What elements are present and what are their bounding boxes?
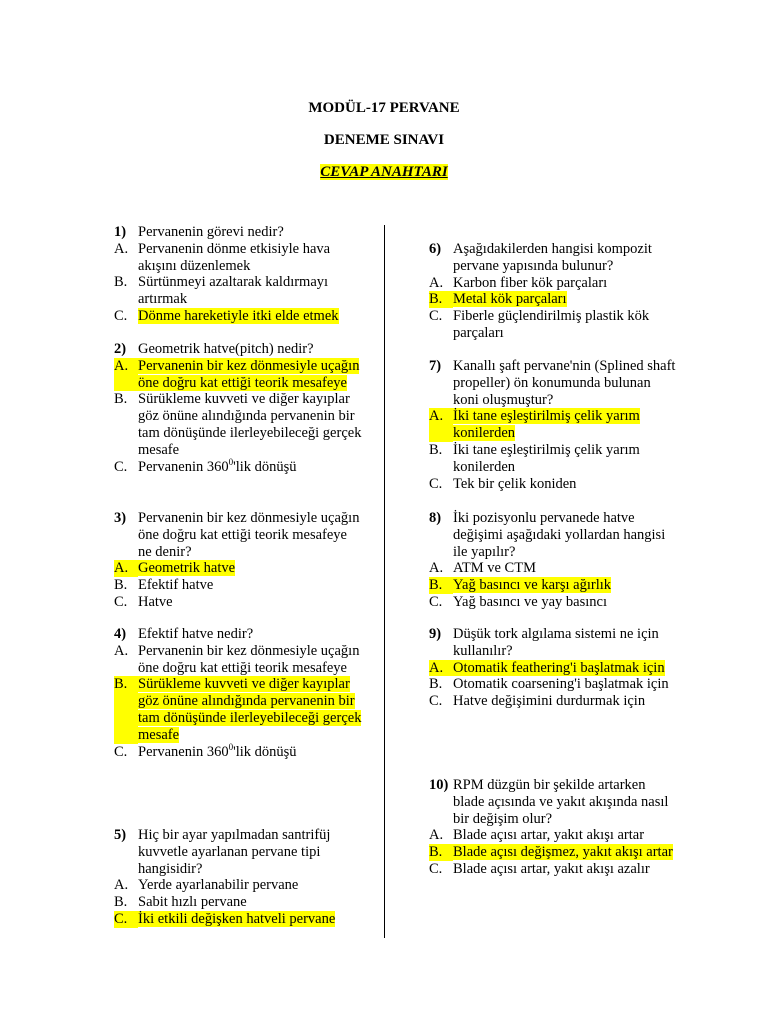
question-number: 1) xyxy=(114,224,127,240)
question-number: 7) xyxy=(429,358,442,374)
option-a: A. ATM ve CTM xyxy=(429,560,536,577)
question-5 xyxy=(114,827,364,928)
option-b: B. Sürükleme kuvveti ve diğer kayıplar göz önüne alındığında pervanenin bir tam dönüşünde ilerleyebileceği gerçek mesafe xyxy=(114,391,362,458)
option-a: A. Pervanenin dönme etkisiyle hava akışını düzenlemek xyxy=(114,240,331,274)
question-4 xyxy=(114,626,364,760)
option-b-correct: B. Blade açısı değişmez, yakıt akışı artar xyxy=(429,844,673,861)
question-text: İki pozisyonlu pervanede hatve değişimi aşağıdaki yollardan hangisi ile yapılır? xyxy=(453,510,666,560)
question-text: RPM düzgün bir şekilde artarken blade açısında ve yakıt akışında nasıl bir değişim olur? xyxy=(453,777,669,827)
option-a: A. Pervanenin bir kez dönmesiyle uçağın öne doğru kat ettiği teorik mesafeye xyxy=(114,642,360,676)
question-3 xyxy=(114,510,364,611)
question-text: Hiç bir ayar yapılmadan santrifüj kuvvetle ayarlanan pervane tipi hangisidir? xyxy=(138,827,331,877)
option-c: C. Tek bir çelik koniden xyxy=(429,475,577,492)
option-b-correct: B. Sürükleme kuvveti ve diğer kayıplar göz önüne alındığında pervanenin bir tam dönüşünde ilerleyebileceği gerçek mesafe xyxy=(114,676,362,743)
question-number: 10) xyxy=(429,777,449,793)
question-text: Düşük tork algılama sistemi ne için kullanılır? xyxy=(453,626,659,659)
answer-key-heading: CEVAP ANAHTARI xyxy=(320,164,448,180)
option-b: B. İki tane eşleştirilmiş çelik yarım konilerden xyxy=(429,441,640,475)
question-text: Pervanenin görevi nedir? xyxy=(138,224,284,240)
option-b: B. Sürtünmeyi azaltarak kaldırmayı artırmak xyxy=(114,274,329,308)
option-a-correct: A. Pervanenin bir kez dönmesiyle uçağın öne doğru kat ettiği teorik mesafeye xyxy=(114,357,360,391)
question-number: 9) xyxy=(429,626,442,642)
question-number: 8) xyxy=(429,510,442,526)
question-2 xyxy=(114,341,364,475)
option-c: C. Pervanenin $360^0'lik$ dönüşü xyxy=(114,741,297,760)
question-6 xyxy=(429,241,679,342)
question-number: 6) xyxy=(429,241,442,257)
question-text: Efektif hatve nedir? xyxy=(138,626,254,642)
question-number: 2) xyxy=(114,341,127,357)
option-b-correct: B. Yağ basıncı ve karşı ağırlık xyxy=(429,577,611,594)
option-b: B. Sabit hızlı pervane xyxy=(114,894,247,911)
question-text: Geometrik hatve(pitch) nedir? xyxy=(138,341,314,357)
question-text: Aşağıdakilerden hangisi kompozit pervane yapısında bulunur? xyxy=(453,241,652,274)
option-c-correct: C. Dönme hareketiyle itki elde etmek xyxy=(114,307,339,324)
option-a-correct: A. Geometrik hatve xyxy=(114,560,236,577)
page-title: MODÜL-17 PERVANE xyxy=(308,100,460,116)
option-c: C. Fiberle güçlendirilmiş plastik kök parçaları xyxy=(429,308,650,341)
question-text: Pervanenin bir kez dönmesiyle uçağın öne doğru kat ettiği teorik mesafeye ne denir? xyxy=(138,510,360,560)
option-c: C. Hatve değişimini durdurmak için xyxy=(429,693,646,710)
question-7 xyxy=(429,358,679,492)
option-c: C. Yağ basıncı ve yay basıncı xyxy=(429,593,607,610)
option-a-correct: A. Otomatik feathering'i başlatmak için xyxy=(429,659,665,676)
question-10 xyxy=(429,777,679,878)
exam-subtitle: DENEME SINAVI xyxy=(323,132,445,148)
question-8 xyxy=(429,510,679,611)
option-b-correct: B. Metal kök parçaları xyxy=(429,291,567,308)
option-c-correct: C. İki etkili değişken hatveli pervane xyxy=(114,910,336,927)
option-a: A. Yerde ayarlanabilir pervane xyxy=(114,877,299,894)
option-a-correct: A. İki tane eşleştirilmiş çelik yarım konilerden xyxy=(429,408,640,442)
question-text: Kanallı şaft pervane'nin (Splined shaft propeller) ön konumunda bulunan koni oluşmuştur? xyxy=(453,358,676,408)
option-a: A. Blade açısı artar, yakıt akışı artar xyxy=(429,827,645,844)
column-divider xyxy=(384,225,385,938)
option-b: B. Otomatik coarsening'i başlatmak için xyxy=(429,676,669,693)
question-1 xyxy=(114,224,364,325)
question-number: 4) xyxy=(114,626,127,642)
option-a: A. Karbon fiber kök parçaları xyxy=(429,274,608,291)
option-c: C. Pervanenin $360^0'lik$ dönüşü xyxy=(114,456,297,475)
question-9 xyxy=(429,626,679,710)
option-b: B. Efektif hatve xyxy=(114,577,214,594)
option-c: C. Hatve xyxy=(114,593,173,610)
question-number: 5) xyxy=(114,827,127,843)
option-c: C. Blade açısı artar, yakıt akışı azalır xyxy=(429,860,650,877)
question-number: 3) xyxy=(114,510,127,526)
